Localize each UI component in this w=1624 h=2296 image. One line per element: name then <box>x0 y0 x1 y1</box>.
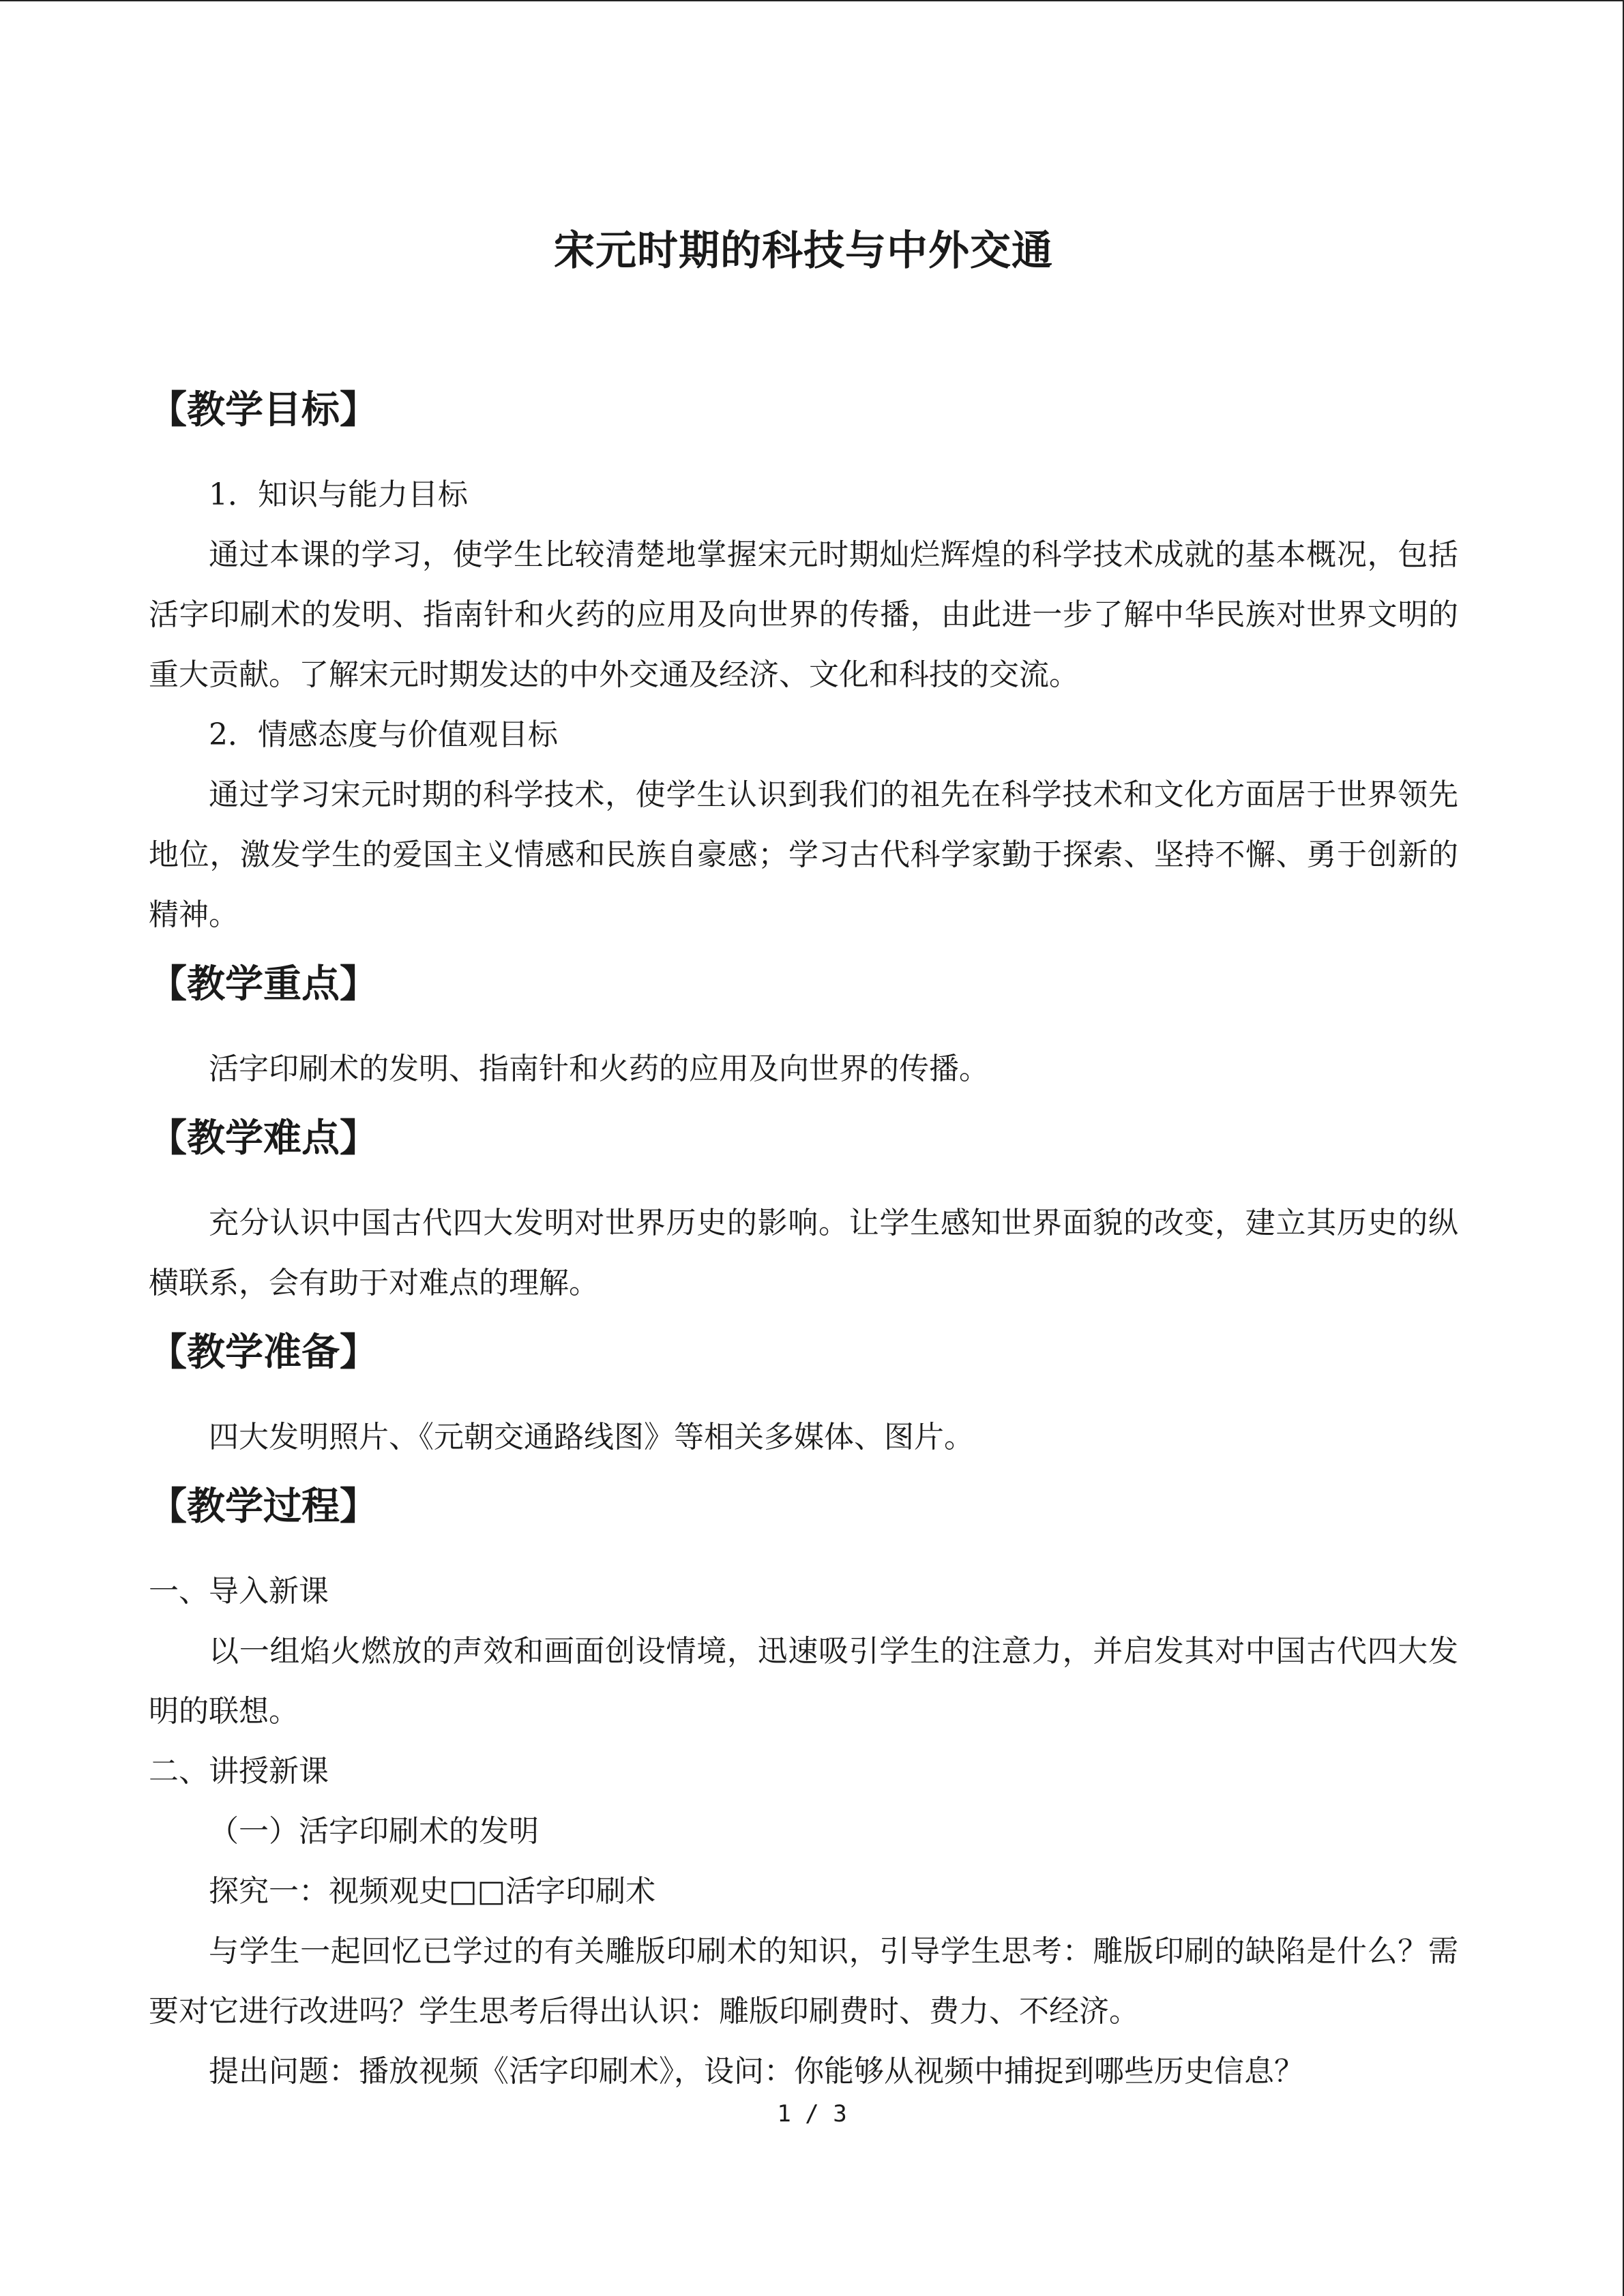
document-title: 宋元时期的科技与中外交通 <box>554 227 1053 275</box>
process-sub-1-title: （一）活字印刷术的发明 <box>209 1814 539 1849</box>
process-part-1-text: 以一组焰火燃放的声效和画面创设情境，迅速吸引学生的注意力，并启发其对中国古代四大发明的联想。 <box>149 1634 1458 1729</box>
page-number: 1 / 3 <box>777 2100 847 2128</box>
process-part-2-title: 二、讲授新课 <box>149 1754 329 1789</box>
section-heading-preparation: 【教学准备】 <box>149 1330 378 1375</box>
section-heading-key: 【教学重点】 <box>149 962 378 1007</box>
preparation-text: 四大发明照片、《元朝交通路线图》等相关多媒体、图片。 <box>209 1420 974 1455</box>
section-heading-difficulty: 【教学难点】 <box>149 1116 378 1161</box>
explore-1-text-1: 与学生一起回忆已学过的有关雕版印刷术的知识，引导学生思考：雕版印刷的缺陷是什么？需要对它进行改进吗？学生思考后得出认识：雕版印刷费时、费力、不经济。 <box>149 1934 1458 2029</box>
goal-item-1-title: 1．知识与能力目标 <box>209 477 468 512</box>
process-part-1-title: 一、导入新课 <box>149 1574 329 1609</box>
goal-item-1-text: 通过本课的学习，使学生比较清楚地掌握宋元时期灿烂辉煌的科学技术成就的基本概况，包括活字印刷术的发明、指南针和火药的应用及向世界的传播，由此进一步了解中华民族对世界文明的重大贡献。了解宋元时期发达的中外交通及经济、文化和科技的交流。 <box>149 537 1458 692</box>
section-heading-process: 【教学过程】 <box>149 1485 378 1529</box>
explore-1-text-2: 提出问题：播放视频《活字印刷术》，设问：你能够从视频中捕捉到哪些历史信息？ <box>209 2054 1304 2089</box>
goal-item-2-text: 通过学习宋元时期的科学技术，使学生认识到我们的祖先在科学技术和文化方面居于世界领先地位，激发学生的爱国主义情感和民族自豪感；学习古代科学家勤于探索、坚持不懈、勇于创新的精神。 <box>149 777 1458 932</box>
difficulty-text: 充分认识中国古代四大发明对世界历史的影响。让学生感知世界面貌的改变，建立其历史的纵横联系，会有助于对难点的理解。 <box>149 1206 1458 1300</box>
key-text: 活字印刷术的发明、指南针和火药的应用及向世界的传播。 <box>209 1052 989 1086</box>
explore-1-title: 探究一：视频观史□□活字印刷术 <box>209 1874 656 1909</box>
goal-item-2-title: 2．情感态度与价值观目标 <box>209 717 558 752</box>
section-heading-goals: 【教学目标】 <box>149 388 378 432</box>
document-body <box>149 383 1458 2102</box>
